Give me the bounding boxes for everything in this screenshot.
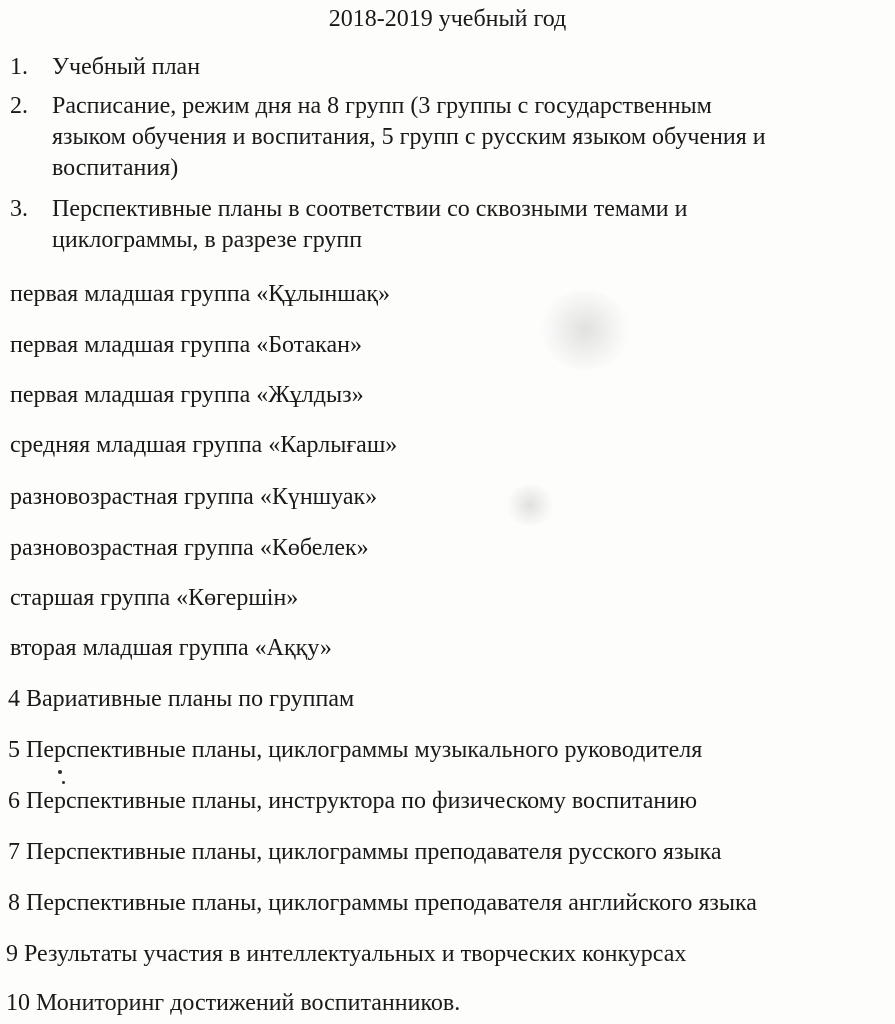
item-number: 2. xyxy=(10,93,28,119)
list-item: 4 Вариативные планы по группам xyxy=(8,686,355,712)
list-item: 6 Перспективные планы, инструктора по физическому воспитанию xyxy=(8,788,698,814)
group-line: вторая младшая группа «Аққу» xyxy=(10,635,332,661)
group-line: первая младшая группа «Жұлдыз» xyxy=(10,382,364,408)
group-line: первая младшая группа «Ботакан» xyxy=(10,332,362,358)
item-number: 1. xyxy=(10,54,28,80)
list-item: 10 Мониторинг достижений воспитанников. xyxy=(6,990,461,1016)
item-number: 3. xyxy=(10,196,28,222)
scan-smudge xyxy=(540,290,630,370)
list-item: 5 Перспективные планы, циклограммы музыкального руководителя xyxy=(8,737,703,763)
list-item: 8 Перспективные планы, циклограммы преподавателя английского языка xyxy=(8,890,757,916)
scan-speck xyxy=(58,770,62,774)
item-text: Учебный план xyxy=(52,54,201,80)
item-text-line: языком обучения и воспитания, 5 групп с русским языком обучения и xyxy=(52,124,766,150)
scan-speck xyxy=(62,781,65,784)
group-line: разновозрастная группа «Көбелек» xyxy=(10,535,369,561)
item-text-line: Перспективные планы в соответствии со сквозными темами и xyxy=(52,196,688,222)
scan-smudge xyxy=(505,485,555,525)
item-text-line: воспитания) xyxy=(52,155,179,181)
item-text-line: Расписание, режим дня на 8 групп (3 группы с государственным xyxy=(52,93,712,119)
group-line: разновозрастная группа «Күншуак» xyxy=(10,484,378,510)
item-text-line: циклограммы, в разрезе групп xyxy=(52,227,363,253)
group-line: средняя младшая группа «Карлығаш» xyxy=(10,432,398,458)
page-title xyxy=(0,4,895,34)
group-line: первая младшая группа «Құлыншақ» xyxy=(10,281,391,307)
list-item: 9 Результаты участия в интеллектуальных и творческих конкурсах xyxy=(6,941,687,967)
page-title-text: 2018-2019 учебный год xyxy=(328,6,567,32)
group-line: старшая группа «Көгершін» xyxy=(10,585,299,611)
list-item: 7 Перспективные планы, циклограммы преподавателя русского языка xyxy=(8,839,722,865)
